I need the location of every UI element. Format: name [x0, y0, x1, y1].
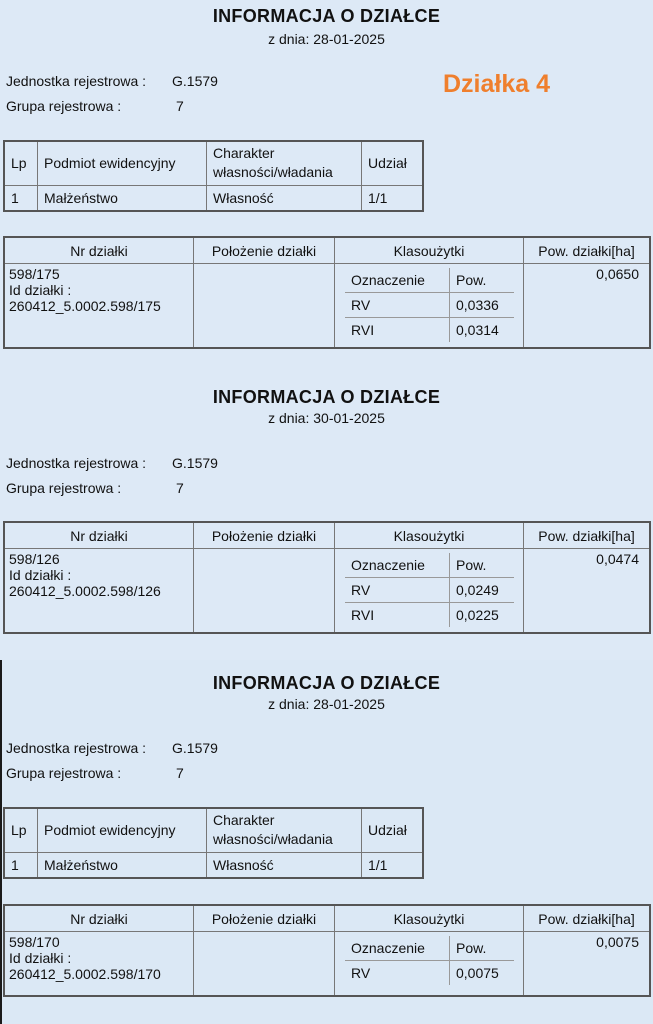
plot-klasouzytki-cell — [335, 932, 524, 996]
section-title: INFORMACJA O DZIAŁCE — [212, 673, 441, 693]
klasy-header-oznaczenie: Oznaczenie — [345, 553, 450, 578]
klasy-oznaczenie: RV — [345, 578, 450, 603]
plot-polozenie — [194, 932, 335, 996]
owner-udzial: 1/1 — [362, 185, 424, 211]
owner-header-charakter: Charakter własności/władania — [207, 141, 362, 185]
klasy-pow: 0,0249 — [450, 578, 515, 603]
plot-nr-cell — [4, 932, 194, 996]
klasouzytki-table — [345, 268, 514, 342]
klasy-header-pow: Pow. — [456, 940, 487, 956]
plot-header-klasouzytki: Klasoużytki — [335, 522, 524, 549]
plot-id-label: Id działki : — [9, 282, 72, 298]
jednostka-row — [6, 740, 218, 756]
grupa-value: 7 — [176, 480, 184, 496]
owner-charakter: Własność — [207, 852, 362, 878]
klasy-oznaczenie: RV — [345, 293, 450, 318]
klasy-header-pow: Pow. — [456, 272, 487, 288]
grupa-row — [6, 480, 184, 496]
plot-nr: 598/126 — [9, 551, 60, 567]
owner-header-lp: Lp — [4, 141, 38, 185]
plot-header-polozenie: Położenie działki — [194, 237, 335, 264]
plot-klasouzytki-cell — [335, 549, 524, 633]
owner-table — [3, 807, 424, 879]
plot-id: 260412_5.0002.598/170 — [9, 966, 161, 982]
plot-table — [3, 904, 651, 997]
klasouzytki-table — [345, 936, 514, 985]
plot-number-stamp: Działka 4 — [443, 70, 551, 98]
owner-header-udzial: Udział — [362, 808, 424, 852]
klasy-oznaczenie: RVI — [345, 318, 450, 343]
grupa-value: 7 — [176, 98, 184, 114]
jednostka-value: G.1579 — [172, 73, 218, 89]
klasy-oznaczenie: RVI — [345, 603, 450, 628]
plot-nr: 598/170 — [9, 934, 60, 950]
jednostka-label: Jednostka rejestrowa : — [6, 740, 147, 756]
jednostka-row — [6, 73, 218, 89]
owner-podmiot: Małżeństwo — [38, 185, 207, 211]
owner-table — [3, 140, 424, 212]
jednostka-label: Jednostka rejestrowa : — [6, 73, 147, 89]
jednostka-row — [6, 455, 218, 471]
plot-header-pow: Pow. działki[ha] — [524, 905, 651, 932]
plot-header-nr: Nr działki — [4, 905, 194, 932]
owner-header-lp: Lp — [4, 808, 38, 852]
owner-header-charakter: Charakter własności/władania — [207, 808, 362, 852]
plot-polozenie — [194, 549, 335, 633]
plot-id-label: Id działki : — [9, 950, 72, 966]
section-title: INFORMACJA O DZIAŁCE — [212, 387, 441, 407]
plot-nr-cell — [4, 264, 194, 348]
plot-nr-cell — [4, 549, 194, 633]
grupa-value: 7 — [176, 765, 184, 781]
plot-nr: 598/175 — [9, 266, 60, 282]
plot-table — [3, 236, 651, 349]
klasy-header-pow: Pow. — [456, 557, 487, 573]
plot-pow: 0,0075 — [524, 932, 651, 996]
plot-header-polozenie: Położenie działki — [194, 522, 335, 549]
section-date: z dnia: 28-01-2025 — [268, 31, 385, 47]
section-title: INFORMACJA O DZIAŁCE — [212, 6, 441, 26]
plot-id-label: Id działki : — [9, 567, 72, 583]
plot-polozenie — [194, 264, 335, 348]
owner-charakter: Własność — [207, 185, 362, 211]
plot-id: 260412_5.0002.598/175 — [9, 298, 161, 314]
klasy-header-oznaczenie: Oznaczenie — [345, 268, 450, 293]
klasy-oznaczenie: RV — [345, 961, 450, 986]
grupa-row — [6, 98, 184, 114]
klasouzytki-table — [345, 553, 514, 627]
plot-header-nr: Nr działki — [4, 522, 194, 549]
owner-udzial: 1/1 — [362, 852, 424, 878]
plot-header-pow: Pow. działki[ha] — [524, 237, 651, 264]
plot-table — [3, 521, 651, 634]
klasy-pow: 0,0336 — [450, 293, 515, 318]
klasy-pow: 0,0314 — [450, 318, 515, 343]
owner-podmiot: Małżeństwo — [38, 852, 207, 878]
owner-lp: 1 — [4, 185, 38, 211]
grupa-label: Grupa rejestrowa : — [6, 98, 122, 114]
klasy-pow: 0,0075 — [450, 961, 515, 986]
owner-lp: 1 — [4, 852, 38, 878]
klasy-pow: 0,0225 — [450, 603, 515, 628]
owner-header-podmiot: Podmiot ewidencyjny — [38, 141, 207, 185]
plot-pow: 0,0474 — [524, 549, 651, 633]
plot-id: 260412_5.0002.598/126 — [9, 583, 161, 599]
grupa-row — [6, 765, 184, 781]
section-date: z dnia: 30-01-2025 — [268, 410, 385, 426]
plot-pow: 0,0650 — [524, 264, 651, 348]
plot-klasouzytki-cell — [335, 264, 524, 348]
jednostka-value: G.1579 — [172, 455, 218, 471]
klasy-header-oznaczenie: Oznaczenie — [345, 936, 450, 961]
owner-header-udzial: Udział — [362, 141, 424, 185]
section-date: z dnia: 28-01-2025 — [268, 696, 385, 712]
jednostka-value: G.1579 — [172, 740, 218, 756]
grupa-label: Grupa rejestrowa : — [6, 765, 122, 781]
jednostka-label: Jednostka rejestrowa : — [6, 455, 147, 471]
plot-header-nr: Nr działki — [4, 237, 194, 264]
plot-header-pow: Pow. działki[ha] — [524, 522, 651, 549]
owner-header-podmiot: Podmiot ewidencyjny — [38, 808, 207, 852]
grupa-label: Grupa rejestrowa : — [6, 480, 122, 496]
plot-header-polozenie: Położenie działki — [194, 905, 335, 932]
plot-header-klasouzytki: Klasoużytki — [335, 237, 524, 264]
plot-header-klasouzytki: Klasoużytki — [335, 905, 524, 932]
